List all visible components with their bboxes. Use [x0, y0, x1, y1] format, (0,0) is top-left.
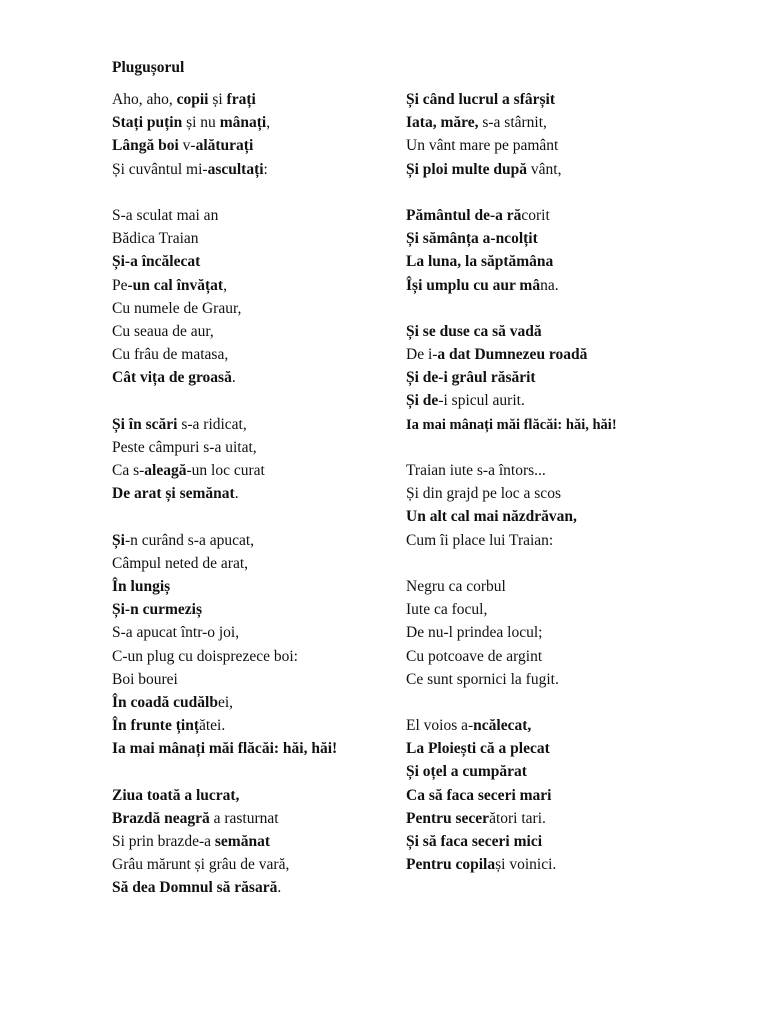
bold-text: Își umplu cu aur mâ [406, 276, 541, 294]
verse-line [112, 714, 392, 737]
verse-line [406, 366, 706, 389]
text: , [223, 276, 227, 294]
bold-text: La luna, la săptămâna [406, 253, 554, 271]
bold-text: Ia mai mânați măi flăcăi: hăi, hăi! [406, 416, 617, 433]
verse-line [406, 598, 706, 621]
verse-line [112, 413, 392, 436]
verse-line [112, 88, 392, 111]
bold-text: În lungiș [112, 577, 171, 595]
verse-line [406, 505, 706, 528]
stanza [406, 88, 706, 181]
verse-line [112, 784, 392, 807]
verse-line [112, 621, 392, 644]
bold-text: Pentru copila [406, 856, 496, 874]
bold-text: Să dea Domnul să răsară [112, 879, 278, 897]
verse-line [112, 691, 392, 714]
bold-text: Și în scări [112, 415, 182, 433]
bold-text: semănat [214, 833, 270, 850]
verse-line [406, 668, 706, 691]
bold-text: Ia mai mânați măi flăcăi: hăi, hăi! [112, 740, 338, 758]
stanza [406, 714, 706, 876]
verse-line [112, 876, 392, 899]
bold-text: Și-n curmeziș [112, 601, 202, 619]
text: . [277, 879, 282, 897]
verse-line [112, 250, 392, 273]
text: S-a sculat mai an [112, 206, 219, 224]
bold-text: Și se duse ca să vadă [406, 322, 542, 340]
bold-text: Și [112, 531, 125, 549]
poem-column-right [406, 88, 706, 900]
verse-line [406, 830, 706, 853]
verse-line [112, 297, 392, 320]
text: : [263, 160, 268, 178]
bold-text: Brazdă neagră [112, 809, 214, 827]
verse-line [112, 807, 392, 830]
stanza [112, 529, 392, 761]
text: Traian iute s-a întors... [406, 462, 546, 479]
bold-text: Un alt cal mai năzdrăvan, [406, 508, 577, 526]
verse-line [406, 737, 706, 760]
verse-line [112, 830, 392, 853]
text: ători tari. [489, 809, 546, 827]
bold-text: Și de-i grâul răsărit [406, 369, 536, 387]
text: s-a ridicat, [181, 415, 247, 433]
text: De i- [406, 346, 438, 364]
verse-line [406, 158, 706, 181]
text: s-a stârnit, [482, 114, 547, 132]
verse-line [112, 436, 392, 459]
text: El voios a- [406, 717, 474, 735]
text: corit [521, 206, 550, 224]
stanza [406, 320, 706, 436]
stanza [112, 204, 392, 390]
verse-line [112, 668, 392, 691]
stanza [112, 784, 392, 900]
stanza [406, 204, 706, 297]
bold-text: Și oțel a cumpărat [406, 763, 527, 781]
verse-line [406, 274, 706, 297]
text: Aho, aho, [112, 91, 177, 108]
verse-line [406, 343, 706, 366]
verse-line [112, 459, 392, 482]
verse-line [112, 366, 392, 389]
verse-line [406, 111, 706, 134]
verse-line [406, 621, 706, 644]
verse-line [112, 737, 392, 760]
text: și [212, 91, 227, 108]
verse-line [112, 552, 392, 575]
bold-text: Ca să faca seceri mari [406, 786, 552, 804]
text: Negru ca corbul [406, 577, 506, 595]
verse-line [112, 343, 392, 366]
verse-line [112, 645, 392, 668]
verse-line [112, 158, 392, 181]
verse-line [112, 529, 392, 552]
text: -un loc curat [186, 462, 265, 479]
bold-text: În coadă cudălb [112, 693, 218, 711]
bold-text: frați [226, 91, 256, 108]
verse-line [112, 227, 392, 250]
verse-line [406, 227, 706, 250]
verse-line [406, 459, 706, 482]
verse-line [112, 274, 392, 297]
verse-line [112, 853, 392, 876]
verse-line [406, 389, 706, 412]
verse-line [406, 413, 706, 436]
bold-text: La Ploiești că a plecat [406, 740, 550, 758]
bold-text: Lângă boi [112, 137, 183, 155]
text: -n curând s-a apucat, [124, 531, 255, 549]
text: Ce sunt spornici la fugit. [406, 670, 559, 688]
text: și voinici. [495, 856, 557, 874]
text: Peste câmpuri s-a uitat, [112, 438, 257, 456]
verse-line [406, 575, 706, 598]
verse-line [112, 482, 392, 505]
text: ei, [217, 693, 234, 711]
verse-line [406, 250, 706, 273]
verse-line [406, 714, 706, 737]
bold-text: Cât vița de groasă [112, 369, 232, 387]
stanza [406, 459, 706, 552]
text: De nu-l prindea locul; [406, 624, 543, 642]
bold-text: Stați puțin [112, 114, 187, 132]
text: Boi bourei [112, 670, 178, 688]
bold-text: Și când lucrul a sfârșit [406, 91, 555, 108]
bold-text: În frunte ținț [112, 717, 199, 735]
text: Cu frâu de matasa, [112, 346, 229, 364]
text: na. [540, 276, 559, 294]
bold-text: ascultați [207, 160, 264, 178]
bold-text: Pământul de-a ră [406, 206, 522, 224]
bold-text: Și ploi multe după [406, 160, 531, 178]
verse-line [406, 482, 706, 505]
text: C-un plug cu doisprezece boi: [112, 647, 298, 665]
text: și nu [186, 114, 220, 132]
verse-line [112, 575, 392, 598]
verse-line [406, 645, 706, 668]
text: Câmpul neted de arat, [112, 554, 249, 572]
verse-line [406, 529, 706, 552]
stanza [112, 88, 392, 181]
bold-text: -un cal învățat [127, 276, 224, 294]
text: Ca s- [112, 462, 145, 479]
bold-text: Și să faca seceri mici [406, 833, 543, 850]
text: Și cuvântul mi- [112, 160, 208, 178]
text: a rasturnat [213, 809, 279, 827]
verse-line [406, 807, 706, 830]
bold-text: a dat Dumnezeu roadă [437, 346, 588, 364]
text: -i spicul aurit. [438, 392, 525, 410]
bold-text: mânați [219, 114, 267, 132]
verse-line [406, 88, 706, 111]
verse-line [406, 853, 706, 876]
stanza [112, 413, 392, 506]
text: Și din grajd pe loc a scos [406, 485, 561, 503]
verse-line [406, 134, 706, 157]
verse-line [406, 760, 706, 783]
verse-line [112, 320, 392, 343]
bold-text: ncălecat, [473, 717, 532, 735]
verse-line [112, 204, 392, 227]
poem-title: Plugușorul [112, 59, 185, 76]
bold-text: Ziua toată a lucrat, [112, 786, 240, 804]
text: Cu potcoave de argint [406, 647, 543, 665]
text: Iute ca focul, [406, 601, 488, 619]
text: vânt, [530, 160, 562, 178]
verse-line [406, 784, 706, 807]
text: Si prin brazde-a [112, 833, 215, 850]
text: Cum îi place lui Traian: [406, 531, 554, 549]
text: . [231, 369, 236, 387]
bold-text: Și sămânța a-ncolțit [406, 230, 538, 248]
bold-text: Și de [406, 392, 439, 410]
bold-text: alăturați [195, 137, 254, 155]
verse-line [406, 204, 706, 227]
verse-line [112, 111, 392, 134]
text: Un vânt mare pe pamânt [406, 137, 559, 155]
bold-text: Iata, măre, [406, 114, 483, 132]
poem-column-left [112, 88, 392, 923]
text: . [234, 485, 239, 503]
text: S-a apucat într-o joi, [112, 624, 240, 642]
text: Cu seaua de aur, [112, 322, 214, 340]
text: , [266, 114, 271, 132]
text: ătei. [198, 717, 226, 735]
verse-line [112, 134, 392, 157]
verse-line [406, 320, 706, 343]
text: Cu numele de Graur, [112, 299, 242, 317]
bold-text: aleagă [144, 462, 187, 479]
text: Grâu mărunt și grâu de vară, [112, 856, 290, 874]
text: Bădica Traian [112, 230, 199, 248]
bold-text: copii [176, 91, 213, 108]
stanza [406, 575, 706, 691]
bold-text: Și-a încălecat [112, 253, 201, 271]
text: Pe [112, 276, 128, 294]
bold-text: De arat și semănat [112, 485, 235, 503]
text: v- [182, 137, 196, 155]
bold-text: Pentru secer [406, 809, 490, 827]
verse-line [112, 598, 392, 621]
